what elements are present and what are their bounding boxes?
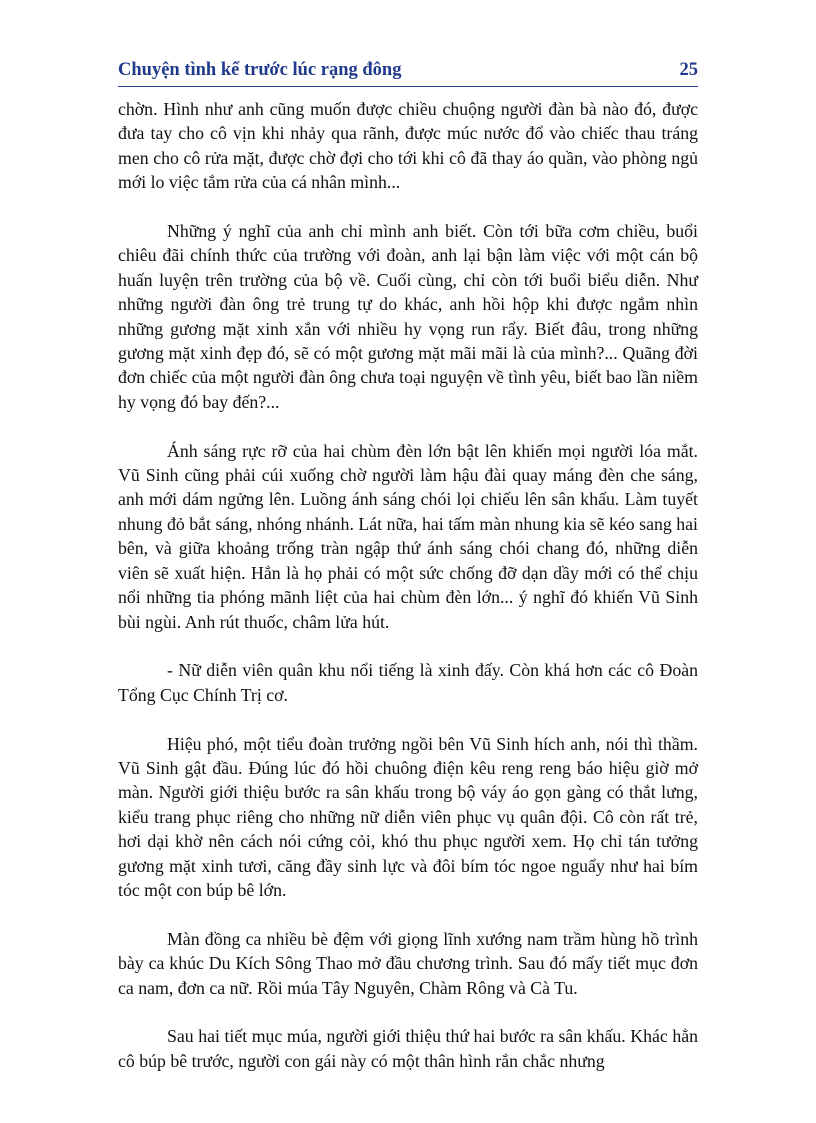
header-divider: [118, 86, 698, 87]
running-header: [118, 60, 698, 84]
page-number: 25: [679, 60, 698, 80]
paragraph-continued: chờn. Hình như anh cũng muốn được chiều chuộng người đàn bà nào đó, được đưa tay cho cô vịn khi nhảy qua rãnh, được múc nước đổ vào chiếc thau tráng men cho cô rửa mặt, được chờ đợi cho tới khi cô đã thay áo quần, vào phòng ngủ mới lo việc tắm rửa của cá nhân mình...: [118, 99, 698, 193]
paragraph: Sau hai tiết mục múa, người giới thiệu thứ hai bước ra sân khấu. Khác hẳn cô búp bê trước, người con gái này có một thân hình rắn chắc nhưng: [118, 1026, 698, 1071]
body-text: [118, 97, 698, 1073]
dialogue-paragraph: - Nữ diễn viên quân khu nổi tiếng là xinh đấy. Còn khá hơn các cô Đoàn Tổng Cục Chính Trị cơ.: [118, 660, 698, 705]
paragraph: Màn đồng ca nhiều bè đệm với giọng lĩnh xướng nam trầm hùng hồ trình bày ca khúc Du Kích Sông Thao mở đầu chương trình. Sau đó mấy tiết mục đơn ca nam, đơn ca nữ. Rồi múa Tây Nguyên, Chàm Rông và Cà Tu.: [118, 928, 698, 998]
paragraph: Ánh sáng rực rỡ của hai chùm đèn lớn bật lên khiến mọi người lóa mắt. Vũ Sinh cũng phải cúi xuống chờ người làm hậu đài quay máng đèn che sáng, anh mới dám ngửng lên. Luồng ánh sáng chói lọi chiếu lên sân khấu. Làm tuyết nhung đỏ bắt sáng, nhóng nhánh. Lát nữa, hai tấm màn nhung kia sẽ kéo sang hai bên, và giữa khoảng trống tràn ngập thứ ánh sáng chói chang đó, những diễn viên sẽ xuất hiện. Hẳn là họ phải có một sức chống đỡ dạn dầy mới có thể chịu nổi những tia phóng mãnh liệt của hai chùm đèn lớn... ý nghĩ đó khiến Vũ Sinh bùi ngùi. Anh rút thuốc, châm lửa hút.: [118, 440, 698, 632]
paragraph: Những ý nghĩ của anh chỉ mình anh biết. Còn tới bữa cơm chiều, buổi chiêu đãi chính thức của trường với đoàn, anh lại bận làm việc với một cán bộ huấn luyện trên trường của bộ về. Cuối cùng, chỉ còn tới buổi biểu diễn. Như những người đàn ông trẻ trung tự do khác, anh hồi hộp khi được ngắm nhìn những gương mặt xinh xắn với nhiều hy vọng run rẩy. Biết đâu, trong những gương mặt xinh đẹp đó, sẽ có một gương mặt mãi mãi là của mình?... Quãng đời đơn chiếc của một người đàn ông chưa toại nguyện về tình yêu, biết bao lần niềm hy vọng đó bay đến?...: [118, 221, 698, 412]
paragraph: Hiệu phó, một tiểu đoàn trưởng ngồi bên Vũ Sinh hích anh, nói thì thầm. Vũ Sinh gật đầu. Đúng lúc đó hồi chuông điện kêu reng reng báo hiệu giờ mở màn. Người giới thiệu bước ra sân khấu trong bộ váy áo gọn gàng có thắt lưng, kiểu trang phục riêng cho những nữ diễn viên phục vụ quân đội. Cô còn rất trẻ, hơi dại khờ nên cách nói cứng cỏi, khó thu phục người xem. Họ chỉ tán tưởng gương mặt xinh tươi, căng đầy sinh lực và đôi bím tóc ngoe nguẩy như hai bím tóc một con búp bê lớn.: [118, 733, 698, 900]
book-title: Chuyện tình kể trước lúc rạng đông: [118, 60, 402, 80]
